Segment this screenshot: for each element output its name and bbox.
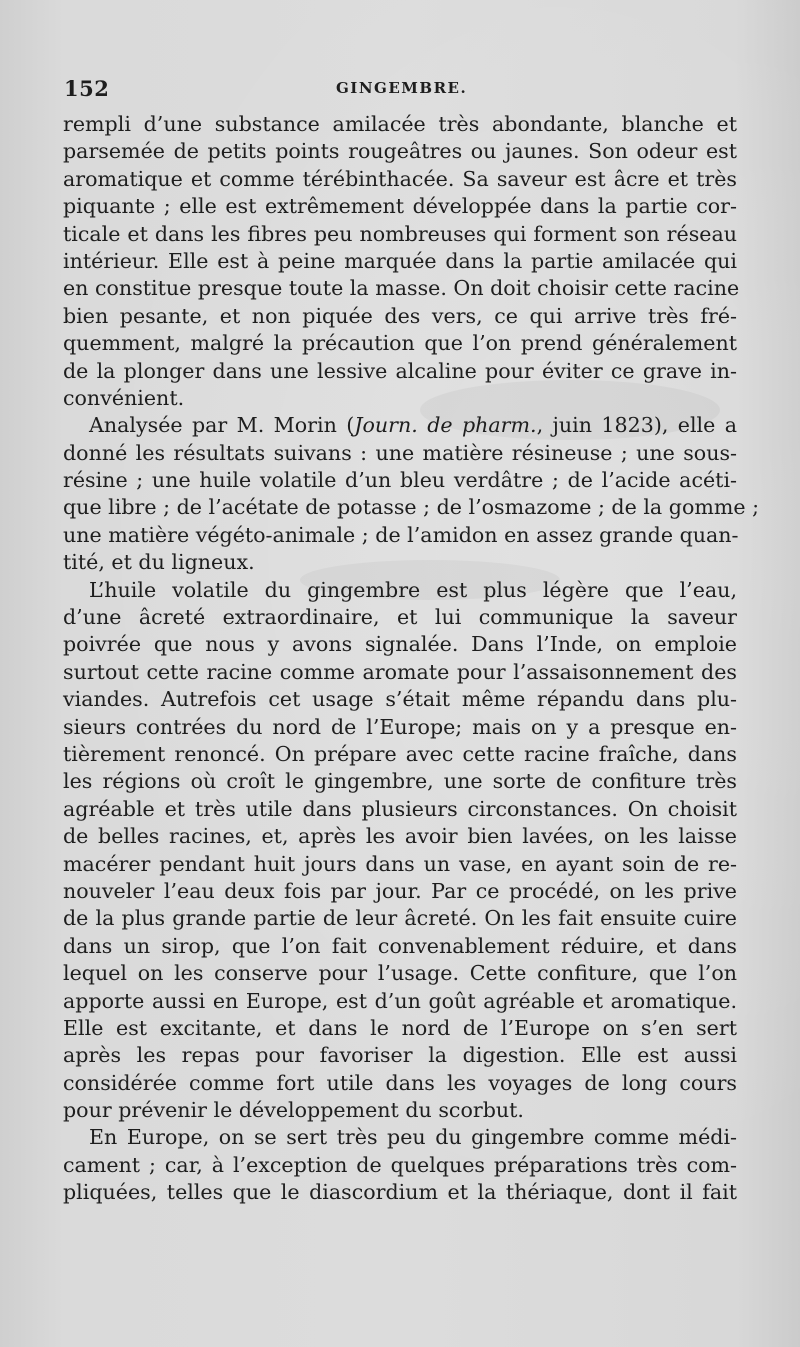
text-line: apporte aussi en Europe, est d’un goût agréable et aromatique. [63,988,737,1013]
text-line: surtout cette racine comme aromate pour l’assaisonnement des [63,659,737,684]
text-line-with-citation [63,412,737,439]
text-line: de la plonger dans une lessive alcaline pour éviter ce grave in- [63,358,737,383]
text-line: agréable et très utile dans plusieurs circonstances. On choisit [63,796,737,821]
text-line: nouveler l’eau deux fois par jour. Par ce procédé, on les prive [63,878,737,903]
text-line: piquante ; elle est extrêmement développée dans la partie cor- [63,194,737,219]
text-line: sieurs contrées du nord de l’Europe; mais on y a presque en- [63,714,737,739]
text-line: tièrement renoncé. On prépare avec cette racine fraîche, dans [63,741,737,766]
journal-citation: Journ. de pharm. [354,413,537,438]
text-line: considérée comme fort utile dans les voyages de long cours [63,1070,737,1095]
text-line: une matière végéto-animale ; de l’amidon en assez grande quan- [63,522,739,547]
running-title: GINGEMBRE. [336,79,468,97]
text-line: intérieur. Elle est à peine marquée dans la partie amilacée qui [63,248,737,273]
text-line: d’une âcreté extraordinaire, et lui communique la saveur [63,605,737,630]
text-line: pour prévenir le développement du scorbut. [63,1098,524,1123]
text-line: tité, et du ligneux. [63,550,255,575]
text-line: poivrée que nous y avons signalée. Dans l’Inde, on emploie [63,632,737,657]
text-line: donné les résultats suivans : une matière résineuse ; une sous- [63,440,737,465]
text-line: En Europe, on se sert très peu du gingembre comme médi- [89,1125,737,1150]
text-line: bien pesante, et non piquée des vers, ce qui arrive très fré- [63,303,737,328]
text-line: résine ; une huile volatile d’un bleu verdâtre ; de l’acide acéti- [63,468,737,493]
text-line: après les repas pour favoriser la digestion. Elle est aussi [63,1043,737,1068]
text-line: dans un sirop, que l’on fait convenablement réduire, et dans [63,933,737,958]
text-line: rempli d’une substance amilacée très abondante, blanche et [63,112,737,136]
text-line: pliquées, telles que le diascordium et la thériaque, dont il fait [63,1180,737,1205]
text-line: que libre ; de l’acétate de potasse ; de l’osmazome ; de la gomme ; [63,495,760,520]
text-line: parsemée de petits points rougeâtres ou jaunes. Son odeur est [63,139,737,164]
citation-prefix: Analysée par M. Morin ( [89,413,355,438]
text-line: de la plus grande partie de leur âcreté. On les fait ensuite cuire [63,906,737,931]
text-line: aromatique et comme térébinthacée. Sa saveur est âcre et très [63,166,737,191]
page-number: 152 [64,76,110,101]
text-line: Elle est excitante, et dans le nord de l’Europe on s’en sert [63,1015,737,1040]
text-line: convénient. [63,385,185,410]
text-line: les régions où croît le gingembre, une sorte de confiture très [63,769,737,794]
citation-suffix: , juin 1823), elle a [536,413,737,438]
text-line: macérer pendant huit jours dans un vase, en ayant soin de re- [63,851,737,876]
text-line: en constitue presque toute la masse. On doit choisir cette racine [63,276,740,301]
text-line: de belles racines, et, après les avoir bien lavées, on les laisse [63,824,737,849]
text-line: cament ; car, à l’exception de quelques préparations très com- [63,1152,737,1177]
text-line: L’huile volatile du gingembre est plus légère que l’eau, [89,577,737,602]
body-text [63,111,760,1207]
text-line: quemment, malgré la précaution que l’on prend généralement [63,331,737,356]
page-header [64,76,736,102]
text-line: viandes. Autrefois cet usage s’était même répandu dans plu- [63,687,737,712]
text-line: ticale et dans les fibres peu nombreuses qui forment son réseau [63,221,737,246]
text-line: lequel on les conserve pour l’usage. Cette confiture, que l’on [63,961,737,986]
